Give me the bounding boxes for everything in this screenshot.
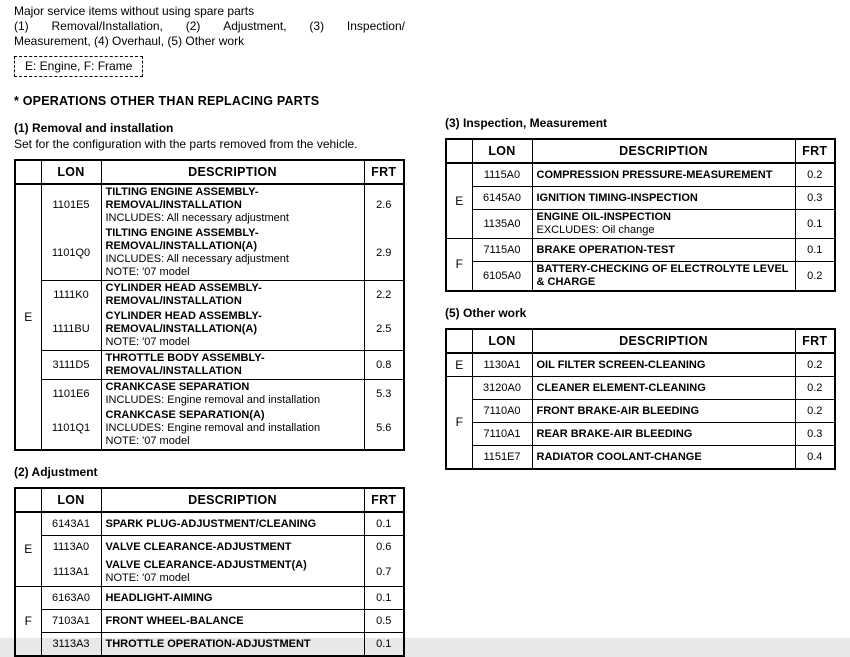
table-row [15,281,404,310]
frt-column-header: FRT [795,139,835,163]
frt-cell: 2.5 [364,309,404,351]
frt-cell: 0.1 [795,210,835,239]
adjustment-heading: (2) Adjustment [14,465,98,479]
lon-cell: 1101E5 [41,184,101,226]
description-cell [532,163,795,187]
frt-column-header: FRT [364,160,404,184]
label-column-header [446,329,472,353]
removal-installation-table [14,159,405,451]
frt-column-header: FRT [795,329,835,353]
description-cell [532,187,795,210]
lon-cell: 6145A0 [472,187,532,210]
lon-cell: 1115A0 [472,163,532,187]
description-text: REAR BRAKE-AIR BLEEDING [536,427,693,440]
intro-line2-token: (1) [14,19,29,33]
description-cell [101,380,364,409]
description-note: NOTE: '07 model [105,572,190,584]
table-row [15,633,404,657]
description-text: FRONT BRAKE-AIR BLEEDING [536,404,700,417]
table-row [15,226,404,281]
description-text: BRAKE OPERATION-TEST [536,243,676,256]
description-cell [532,423,795,446]
intro-line2-token: Adjustment, [223,19,287,33]
lon-cell: 1130A1 [472,353,532,377]
description-text: COMPRESSION PRESSURE-MEASUREMENT [536,168,773,181]
description-cell [532,262,795,292]
lon-cell: 3120A0 [472,377,532,400]
description-column-header: DESCRIPTION [101,488,364,512]
legend-text: E: Engine, F: Frame [25,59,133,73]
description-note: EXCLUDES: Oil change [536,224,655,236]
frt-cell: 0.1 [364,512,404,536]
description-note: NOTE: '07 model [105,266,190,278]
description-text: FRONT WHEEL-BALANCE [105,614,244,627]
frt-cell: 0.2 [795,377,835,400]
description-text: CYLINDER HEAD ASSEMBLY-REMOVAL/INSTALLATION(A) [105,310,262,335]
header-row [15,160,404,184]
header-row [446,139,835,163]
lon-cell: 7115A0 [472,239,532,262]
table-row [15,380,404,409]
description-text: VALVE CLEARANCE-ADJUSTMENT(A) [105,559,307,571]
description-cell [101,309,364,351]
frt-cell: 0.4 [795,446,835,470]
table-row [446,239,835,262]
frt-cell: 2.9 [364,226,404,281]
frt-cell: 5.3 [364,380,404,409]
frt-cell: 0.8 [364,351,404,380]
description-text: OIL FILTER SCREEN-CLEANING [536,358,706,371]
description-text: TILTING ENGINE ASSEMBLY-REMOVAL/INSTALLATION [105,186,259,211]
description-cell [532,239,795,262]
adjustment-table [14,487,405,657]
description-column-header: DESCRIPTION [101,160,364,184]
lon-column-header: LON [41,488,101,512]
frt-cell: 5.6 [364,408,404,450]
description-note: NOTE: '07 model [105,435,190,447]
table-row [15,512,404,536]
section-label-cell: E [15,184,41,450]
table-row [446,400,835,423]
frt-cell: 0.6 [364,536,404,559]
section-label-cell: E [446,163,472,239]
table-row [446,210,835,239]
table-row [15,309,404,351]
operations-heading: * OPERATIONS OTHER THAN REPLACING PARTS [14,94,320,108]
intro-line1: Major service items without using spare parts [14,4,255,18]
description-note: INCLUDES: All necessary adjustment [105,253,289,265]
frt-column-header: FRT [364,488,404,512]
header-row [15,488,404,512]
inspection-measurement-table [445,138,836,292]
frt-cell: 0.2 [795,400,835,423]
lon-column-header: LON [472,329,532,353]
label-column-header [15,488,41,512]
description-cell [101,351,364,380]
intro-line2-token: (2) [185,19,201,33]
other-work-heading: (5) Other work [445,306,527,320]
table-row [15,558,404,587]
lon-cell: 1113A1 [41,558,101,587]
description-text: CRANKCASE SEPARATION(A) [105,409,265,421]
description-cell [101,512,364,536]
lon-cell: 3113A3 [41,633,101,657]
label-column-header [446,139,472,163]
lon-cell: 6105A0 [472,262,532,292]
legend-box [14,56,143,77]
description-note: INCLUDES: Engine removal and installation [105,394,321,406]
lon-cell: 1101Q1 [41,408,101,450]
description-cell [101,610,364,633]
description-column-header: DESCRIPTION [532,329,795,353]
frt-cell: 2.6 [364,184,404,226]
description-text: HEADLIGHT-AIMING [105,591,213,604]
description-note: INCLUDES: Engine removal and installation [105,422,321,434]
frt-cell: 0.2 [795,163,835,187]
left-column [14,4,405,657]
description-cell [101,633,364,657]
description-text: THROTTLE BODY ASSEMBLY-REMOVAL/INSTALLATION [105,352,265,377]
frt-cell: 0.2 [795,262,835,292]
lon-column-header: LON [41,160,101,184]
description-cell [101,408,364,450]
table-row [15,610,404,633]
lon-cell: 1151E7 [472,446,532,470]
lon-cell: 3111D5 [41,351,101,380]
other-work-table [445,328,836,470]
frt-cell: 0.5 [364,610,404,633]
lon-cell: 1111BU [41,309,101,351]
description-note: NOTE: '07 model [105,336,190,348]
table-row [446,262,835,292]
lon-cell: 1135A0 [472,210,532,239]
table-row [446,446,835,470]
lon-cell: 7103A1 [41,610,101,633]
frt-cell: 0.2 [795,353,835,377]
description-cell [101,184,364,226]
section-label-cell: F [446,377,472,470]
lon-cell: 7110A1 [472,423,532,446]
frt-cell: 0.1 [364,587,404,610]
description-text: BATTERY-CHECKING OF ELECTROLYTE LEVEL & CHARGE [536,263,789,288]
description-text: SPARK PLUG-ADJUSTMENT/CLEANING [105,517,317,530]
removal-installation-heading: (1) Removal and installation [14,121,174,135]
description-cell [101,558,364,587]
intro-line2-token: (3) [309,19,325,33]
table-row [446,377,835,400]
lon-cell: 1111K0 [41,281,101,310]
description-note: INCLUDES: All necessary adjustment [105,212,289,224]
table-row [446,353,835,377]
table-row [15,184,404,226]
lon-cell: 6163A0 [41,587,101,610]
description-text: IGNITION TIMING-INSPECTION [536,191,698,204]
frt-cell: 0.3 [795,187,835,210]
description-text: CLEANER ELEMENT-CLEANING [536,381,706,394]
removal-installation-subheading: Set for the configuration with the parts removed from the vehicle. [14,137,358,151]
lon-cell: 6143A1 [41,512,101,536]
section-label-cell: F [446,239,472,292]
header-row [446,329,835,353]
frt-cell: 0.1 [795,239,835,262]
table-row [446,187,835,210]
description-cell [532,377,795,400]
description-cell [101,536,364,559]
description-text: ENGINE OIL-INSPECTION [536,211,671,223]
description-cell [532,446,795,470]
right-column [445,116,836,470]
intro-paragraph [14,4,405,49]
lon-cell: 1113A0 [41,536,101,559]
frt-cell: 2.2 [364,281,404,310]
intro-line2-token: Inspection/ [346,19,405,33]
description-text: VALVE CLEARANCE-ADJUSTMENT [105,540,292,553]
adjustment-grid [14,487,405,657]
description-text: THROTTLE OPERATION-ADJUSTMENT [105,637,311,650]
description-cell [532,400,795,423]
description-cell [101,281,364,310]
description-cell [532,353,795,377]
lon-cell: 7110A0 [472,400,532,423]
inspection-measurement-grid [445,138,836,292]
frt-cell: 0.1 [364,633,404,657]
table-row [15,408,404,450]
table-row [15,351,404,380]
description-column-header: DESCRIPTION [532,139,795,163]
description-text: CYLINDER HEAD ASSEMBLY-REMOVAL/INSTALLATION [105,282,262,307]
section-label-cell: F [15,587,41,657]
intro-line3: Measurement, (4) Overhaul, (5) Other work [14,34,245,48]
lon-cell: 1101Q0 [41,226,101,281]
table-row [446,423,835,446]
label-column-header [15,160,41,184]
removal-and-installation-grid [14,159,405,451]
table-row [15,587,404,610]
table-row [15,536,404,559]
frt-cell: 0.3 [795,423,835,446]
section-label-cell: E [15,512,41,587]
description-text: TILTING ENGINE ASSEMBLY-REMOVAL/INSTALLATION(A) [105,227,259,252]
section-label-cell: E [446,353,472,377]
intro-line2-token: Removal/Installation, [51,19,163,33]
inspection-measurement-heading: (3) Inspection, Measurement [445,116,608,130]
intro-line2 [14,19,405,34]
other-work-grid [445,328,836,470]
description-cell [101,226,364,281]
description-cell [101,587,364,610]
table-row [446,163,835,187]
lon-column-header: LON [472,139,532,163]
description-cell [532,210,795,239]
description-text: CRANKCASE SEPARATION [105,381,250,393]
description-text: RADIATOR COOLANT-CHANGE [536,450,702,463]
lon-cell: 1101E6 [41,380,101,409]
frt-cell: 0.7 [364,558,404,587]
